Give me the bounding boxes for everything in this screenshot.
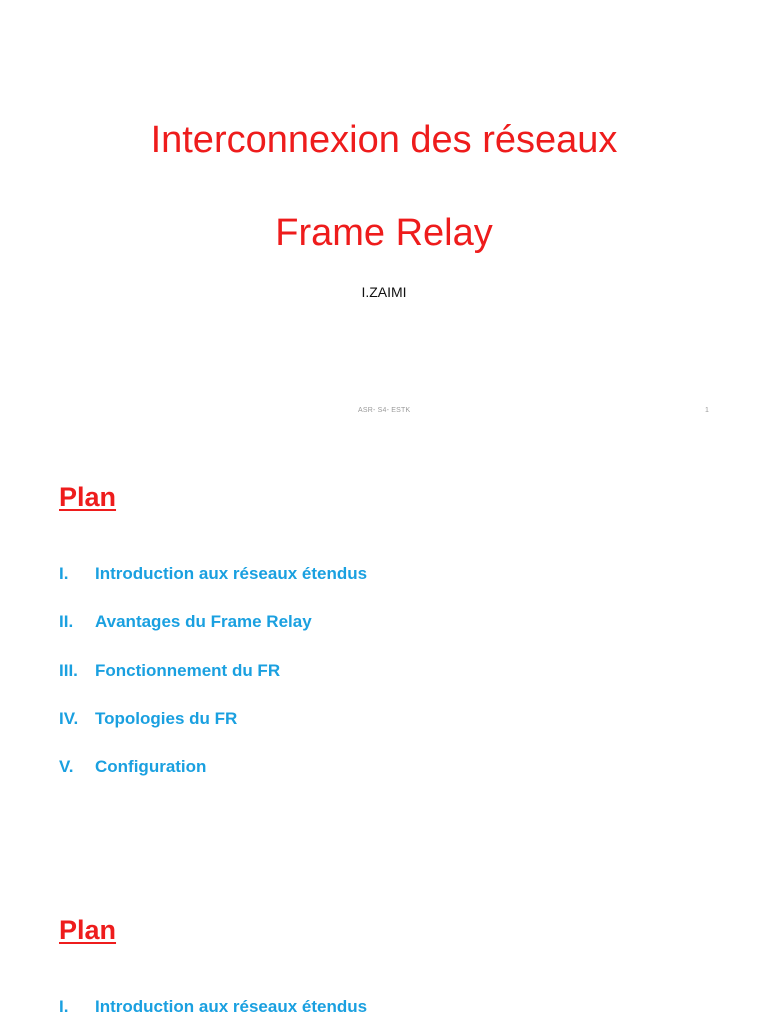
- slide-footer: ASR- S4- ESTK: [358, 407, 411, 414]
- plan-item-label: Topologies du FR: [95, 709, 238, 728]
- plan-item-label: Configuration: [95, 757, 207, 776]
- plan-heading: Plan: [59, 482, 117, 512]
- plan-item-1: [59, 562, 367, 586]
- plan-item-2: [59, 610, 312, 634]
- plan-item-number: I.: [59, 997, 69, 1016]
- title-slide: [0, 0, 768, 440]
- page-number: 1: [705, 407, 709, 414]
- plan-item-5: [59, 755, 206, 779]
- plan-item-label: Fonctionnement du FR: [95, 661, 281, 680]
- plan-item-4: [59, 707, 237, 731]
- plan-item-number: II.: [59, 612, 74, 631]
- plan-heading-2: Plan: [59, 915, 117, 945]
- plan-item-1: [59, 995, 367, 1019]
- slide-title-line-2: Frame Relay: [275, 212, 493, 254]
- plan-item-number: IV.: [59, 709, 79, 728]
- plan-item-label: Introduction aux réseaux étendus: [95, 564, 368, 583]
- plan-item-number: V.: [59, 757, 74, 776]
- plan-item-3: [59, 659, 280, 683]
- plan-item-number: I.: [59, 564, 69, 583]
- plan-item-number: III.: [59, 661, 78, 680]
- author-name: I.ZAIMI: [361, 284, 407, 300]
- plan-item-label: Introduction aux réseaux étendus: [95, 997, 368, 1016]
- slide-title-line-1: Interconnexion des réseaux: [150, 119, 618, 161]
- plan-item-label: Avantages du Frame Relay: [95, 612, 312, 631]
